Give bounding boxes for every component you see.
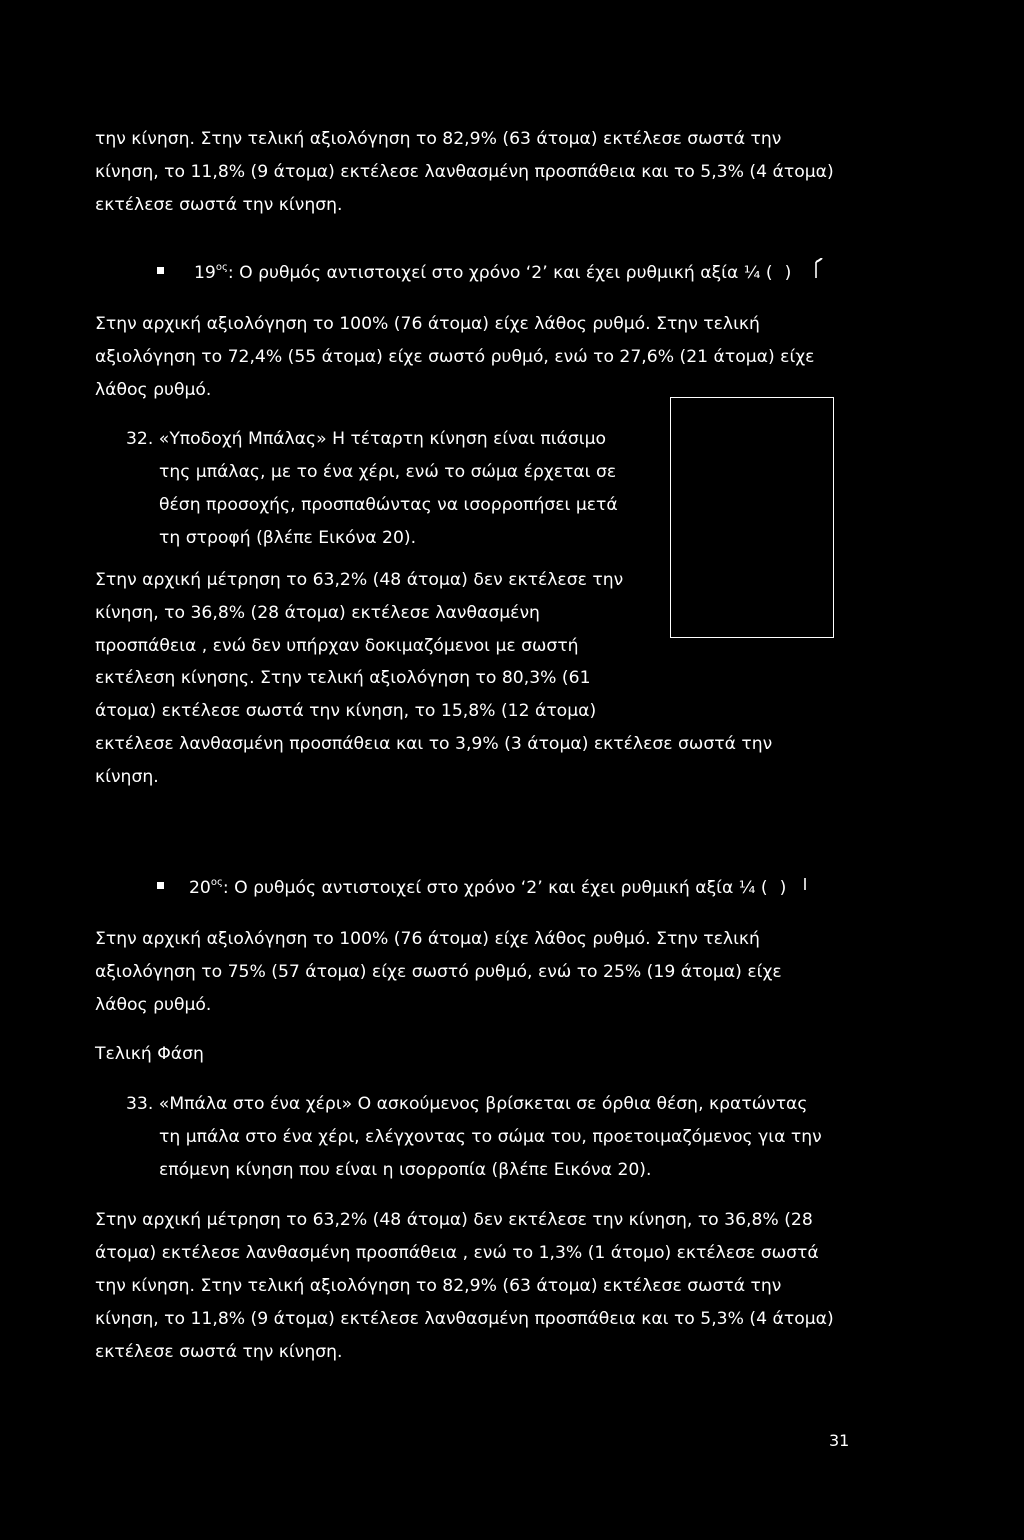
- exercise-33-line-3: επόμενη κίνηση που είναι η ισορροπία (βλέπε Εικόνα 20).: [159, 1160, 652, 1180]
- exercise-33-line-1: 33. «Μπάλα στο ένα χέρι» Ο ασκούμενος βρίσκεται σε όρθια θέση, κρατώντας: [126, 1094, 808, 1114]
- page-number: 31: [829, 1431, 850, 1450]
- item-20-heading: [189, 877, 787, 898]
- exercise-32-result-6: εκτέλεσε λανθασμένη προσπάθεια και το 3,9% (3 άτομα) εκτέλεσε σωστά την: [95, 734, 773, 754]
- item-20-line-1: Στην αρχική αξιολόγηση το 100% (76 άτομα) είχε λάθος ρυθμό. Στην τελική: [95, 929, 760, 949]
- exercise-33-line-2: τη μπάλα στο ένα χέρι, ελέγχοντας το σώμα του, προετοιμαζόμενος για την: [159, 1127, 822, 1147]
- item-19-text: : Ο ρυθμός αντιστοιχεί στο χρόνο ‘2’ και έχει ρυθμική αξία ¼ (: [227, 263, 773, 283]
- intro-line-2: κίνηση, το 11,8% (9 άτομα) εκτέλεσε λανθασμένη προσπάθεια και το 5,3% (4 άτομα): [95, 162, 834, 182]
- exercise-32-result-2: κίνηση, το 36,8% (28 άτομα) εκτέλεσε λανθασμένη: [95, 603, 540, 623]
- exercise-33-result-3: την κίνηση. Στην τελική αξιολόγηση το 82,9% (63 άτομα) εκτέλεσε σωστά την: [95, 1276, 782, 1296]
- item-19-ordinal: ος: [215, 262, 228, 273]
- item-20-number: 20: [189, 878, 211, 898]
- item-19-heading: [194, 262, 792, 283]
- intro-line-1: την κίνηση. Στην τελική αξιολόγηση το 82,9% (63 άτομα) εκτέλεσε σωστά την: [95, 129, 782, 149]
- exercise-32-result-4: εκτέλεση κίνησης. Στην τελική αξιολόγηση το 80,3% (61: [95, 668, 591, 688]
- exercise-32-line-3: θέση προσοχής, προσπαθώντας να ισορροπήσει μετά: [159, 495, 618, 515]
- item-20-ordinal: ος: [210, 877, 223, 888]
- bullet-icon: [157, 882, 164, 889]
- exercise-32-result-3: προσπάθεια , ενώ δεν υπήρχαν δοκιμαζόμενοι με σωστή: [95, 636, 579, 656]
- exercise-32-line-1: 32. «Υποδοχή Μπάλας» Η τέταρτη κίνηση είναι πιάσιμο: [126, 429, 607, 449]
- item-19-line-1: Στην αρχική αξιολόγηση το 100% (76 άτομα) είχε λάθος ρυθμό. Στην τελική: [95, 314, 760, 334]
- exercise-32-line-2: της μπάλας, με το ένα χέρι, ενώ το σώμα έρχεται σε: [159, 462, 617, 482]
- exercise-32-result-5: άτομα) εκτέλεσε σωστά την κίνηση, το 15,8% (12 άτομα): [95, 701, 597, 721]
- item-20-text: : Ο ρυθμός αντιστοιχεί στο χρόνο ‘2’ και έχει ρυθμική αξία ¼ (: [222, 878, 768, 898]
- item-20-line-3: λάθος ρυθμό.: [95, 995, 212, 1015]
- bullet-icon: [157, 267, 164, 274]
- item-19-number: 19: [194, 263, 216, 283]
- eighth-note-icon: [814, 258, 824, 278]
- quarter-note-icon: [803, 876, 813, 896]
- item-19-line-2: αξιολόγηση το 72,4% (55 άτομα) είχε σωστό ρυθμό, ενώ το 27,6% (21 άτομα) είχε: [95, 347, 815, 367]
- item-19-line-3: λάθος ρυθμό.: [95, 380, 212, 400]
- exercise-33-result-1: Στην αρχική μέτρηση το 63,2% (48 άτομα) δεν εκτέλεσε την κίνηση, το 36,8% (28: [95, 1210, 813, 1230]
- exercise-32-result-1: Στην αρχική μέτρηση το 63,2% (48 άτομα) δεν εκτέλεσε την: [95, 570, 624, 590]
- figure-frame: [670, 397, 834, 638]
- exercise-33-result-2: άτομα) εκτέλεσε λανθασμένη προσπάθεια , ενώ το 1,3% (1 άτομο) εκτέλεσε σωστά: [95, 1243, 819, 1263]
- exercise-33-result-4: κίνηση, το 11,8% (9 άτομα) εκτέλεσε λανθασμένη προσπάθεια και το 5,3% (4 άτομα): [95, 1309, 834, 1329]
- intro-line-3: εκτέλεσε σωστά την κίνηση.: [95, 195, 343, 215]
- item-20-line-2: αξιολόγηση το 75% (57 άτομα) είχε σωστό ρυθμό, ενώ το 25% (19 άτομα) είχε: [95, 962, 782, 982]
- item-20-close: ): [779, 878, 787, 898]
- exercise-32-result-7: κίνηση.: [95, 767, 159, 787]
- exercise-33-result-5: εκτέλεσε σωστά την κίνηση.: [95, 1342, 343, 1362]
- item-19-close: ): [784, 263, 792, 283]
- final-phase-heading: Τελική Φάση: [95, 1044, 204, 1064]
- exercise-32-line-4: τη στροφή (βλέπε Εικόνα 20).: [159, 528, 417, 548]
